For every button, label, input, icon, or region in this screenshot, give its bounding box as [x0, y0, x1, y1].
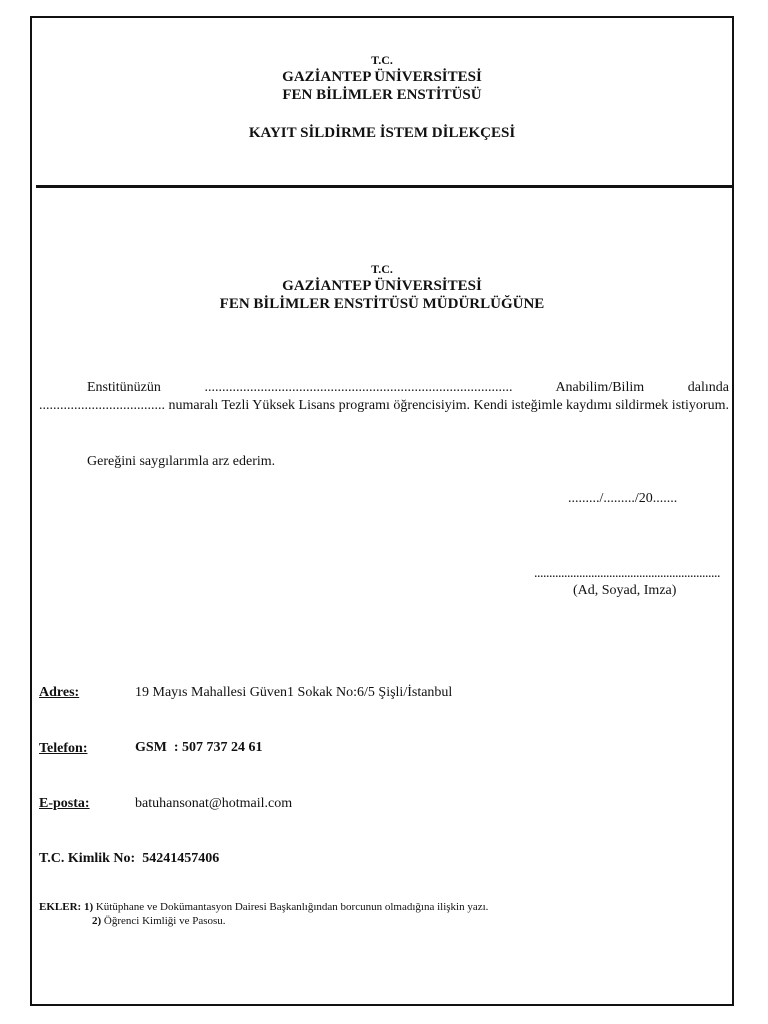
email-label: E-posta:	[39, 796, 90, 811]
attachment-1-text: Kütüphane ve Dokümantasyon Dairesi Başkanlığından borcunun olmadığına ilişkin yazı.	[95, 901, 489, 913]
signature-label: (Ad, Soyad, Imza)	[573, 583, 677, 598]
header-institute: FEN BİLİMLER ENSTİTÜSÜ	[282, 87, 482, 103]
attachments-label: EKLER:	[39, 901, 82, 913]
date-field: ........./........./20.......	[568, 491, 678, 506]
attachment-2-text: Öğrenci Kimliği ve Pasosu.	[103, 915, 226, 927]
attachment-2-number: 2)	[92, 915, 102, 927]
address-value: 19 Mayıs Mahallesi Güven1 Sokak No:6/5 Şişli/İstanbul	[135, 685, 453, 700]
header-divider	[36, 185, 734, 188]
attachment-1-number: 1)	[83, 901, 94, 913]
attachment-2	[92, 914, 226, 928]
attachment-1	[39, 900, 488, 914]
header-tc: T.C.	[371, 53, 393, 67]
phone-label: Telefon:	[39, 741, 88, 756]
addressee-tc: T.C.	[371, 262, 393, 276]
email-value: batuhansonat@hotmail.com	[135, 796, 293, 811]
phone-value: GSM : 507 737 24 61	[135, 740, 263, 755]
address-label: Adres:	[39, 685, 80, 700]
id-label: T.C. Kimlik No:	[39, 851, 136, 866]
addressee-office: FEN BİLİMLER ENSTİTÜSÜ MÜDÜRLÜĞÜNE	[219, 296, 545, 312]
closing-sentence: Gereğini saygılarımla arz ederim.	[87, 454, 276, 469]
id-value: 54241457406	[142, 851, 220, 866]
id-number-line	[39, 851, 219, 867]
addressee-university: GAZİANTEP ÜNİVERSİTESİ	[282, 278, 482, 294]
header-university: GAZİANTEP ÜNİVERSİTESİ	[282, 69, 482, 85]
letter-paragraph: Enstitünüzün ........................................................................................ Anabilim/Bilim dalında .................................... numaralı Tezli Yüksek Lisans programı öğrencisiyim. Kendi isteğimle kaydımı sildirmek istiyorum.	[39, 380, 729, 413]
form-title: KAYIT SİLDİRME İSTEM DİLEKÇESİ	[248, 125, 516, 141]
signature-line: ..............................................................	[534, 566, 720, 581]
